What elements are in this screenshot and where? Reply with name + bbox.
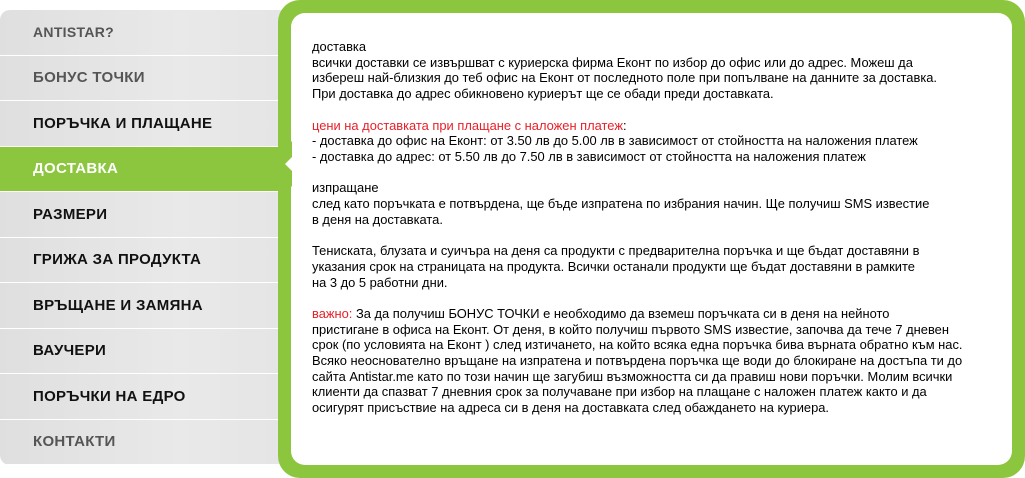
preorder-line: указания срок на страницата на продукта. Всички останали продукти ще бъдат доставяни в рамките: [312, 258, 915, 274]
menu-item-wholesale[interactable]: ПОРЪЧКИ НА ЕДРО: [0, 374, 300, 420]
prices-heading-suffix: :: [622, 117, 627, 133]
important-line: Всяко неоснователно връщане на изпратена и потвърдена поръчка ще води до блокиране на достъпа ти до: [312, 353, 963, 368]
menu-item-delivery[interactable]: ДОСТАВКА: [0, 147, 300, 193]
prices-section: [312, 118, 1012, 165]
important-section: [312, 306, 1012, 416]
delivery-line: всички доставки се извършват с куриерска фирма Еконт по избор до офис или до адрес. Можеш да: [312, 54, 913, 70]
menu-item-antistar[interactable]: ANTISTAR?: [0, 10, 300, 56]
delivery-line: При доставка до адрес обикновено куриерът ще се обади преди доставката.: [312, 86, 774, 102]
important-label: важно:: [312, 305, 353, 321]
preorder-section: [312, 243, 1012, 290]
shipping-line: в деня на доставката.: [312, 211, 443, 227]
content-panel: [278, 0, 1025, 478]
active-pointer-arrow-inner: [285, 149, 300, 179]
important-line: За да получиш БОНУС ТОЧКИ е необходимо да вземеш поръчката си в деня на нейното: [352, 305, 890, 321]
preorder-line: Тениската, блузата и суичъра на деня са продукти с предварителна поръчка и ще бъдат доставяни в: [312, 243, 920, 259]
menu-item-returns[interactable]: ВРЪЩАНЕ И ЗАМЯНА: [0, 283, 300, 329]
menu-item-order-payment[interactable]: ПОРЪЧКА И ПЛАЩАНЕ: [0, 101, 300, 147]
important-line: клиенти да спазват 7 дневния срок за получаване при избор на плащане с наложен платеж както и да: [312, 384, 927, 400]
delivery-section: [312, 39, 1012, 102]
delivery-heading: доставка: [312, 39, 367, 54]
menu-item-vouchers[interactable]: ВАУЧЕРИ: [0, 329, 300, 375]
important-line: осигурят присъствие на адреса си в деня на доставката след обаждането на куриера.: [312, 400, 830, 416]
important-line: пристигане в офиса на Еконт. От деня, в който получиш първото SMS известие, започва да тече 7 дневен: [312, 321, 949, 337]
prices-line: - доставка до офис на Еконт: от 3.50 лв до 5.00 лв в зависимост от стойността на наложения платеж: [312, 133, 918, 149]
shipping-section: [312, 180, 1012, 227]
menu-item-product-care[interactable]: ГРИЖА ЗА ПРОДУКТА: [0, 238, 300, 284]
menu-item-sizes[interactable]: РАЗМЕРИ: [0, 192, 300, 238]
important-line: сайта Antistar.me като по този начин ще загубиш възможността си да правиш нови поръчки. Молим всички: [312, 368, 953, 384]
shipping-line: след като поръчката е потвърдена, ще бъде изпратена по избрания начин. Ще получиш SMS известие: [312, 196, 930, 211]
menu-item-contacts[interactable]: КОНТАКТИ: [0, 420, 300, 466]
prices-heading: цени на доставката при плащане с наложен платеж: [312, 117, 623, 133]
important-line: срок (по условията на Еконт ) след изтичането, на който всяка една поръчка бива върната обратно към нас.: [312, 337, 963, 353]
menu-item-bonus-points[interactable]: БОНУС ТОЧКИ: [0, 56, 300, 102]
preorder-line: на 3 до 5 работни дни.: [312, 274, 448, 290]
prices-line: - доставка до адрес: от 5.50 лв до 7.50 лв в зависимост от стойността на наложения платеж: [312, 148, 866, 164]
shipping-heading: изпращане: [312, 180, 379, 196]
content-body: [291, 13, 1012, 465]
faq-sidebar: [0, 10, 300, 465]
delivery-line: избереш най-близкия до теб офис на Еконт от последното поле при попълване на данните за доставка.: [312, 70, 937, 86]
